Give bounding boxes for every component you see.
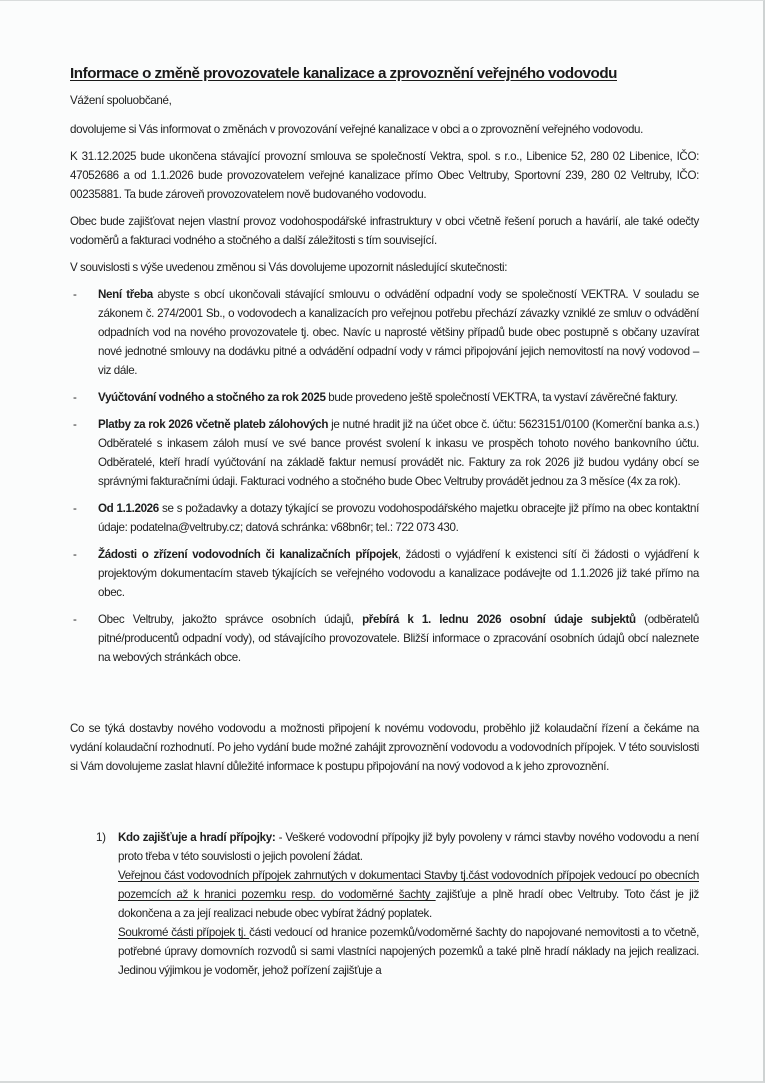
bullet-text: bude provedeno ještě společností VEKTRA, ta vystaví závěrečné faktury. <box>325 391 678 404</box>
bullet-text: je nutné hradit již na účet obce č. účtu: 5623151/0100 (Komerční banka a.s.) Odběratelé s inkasem záloh musí ve své bance provést svolení k inkasu ve prospěch tohoto nového bankovního účtu. Odběratelé, kteří hradí vyúčtování na základě faktur nemusí provádět nic. Faktury za rok 2026 již budou vydány obcí se správnými fakturačními údaji. Fakturaci vodného a stočného bude Obec Veltruby provádět jednou za 3 měsíce (4x za rok). <box>98 418 699 488</box>
bullet-dash: - <box>73 548 77 561</box>
step-underlined-text: Soukromé části přípojek tj. <box>118 926 250 939</box>
step-text: zajišťuje a plně hradí obec Veltruby. Toto část je již dokončena a za její realizaci nebude obec vybírat žádný poplatek. <box>118 888 699 920</box>
step-underlined-text: Veřejnou část vodovodních přípojek zahrnutých v dokumentaci Stavby tj.část vodovodních přípojek vedoucí po obecních pozemcích až k hranici pozemku resp. do vodoměrné šachty <box>118 869 699 901</box>
step-text: - Veškeré vodovodní přípojky již byly povoleny v rámci stavby nového vodovodu a není proto třeba v této souvislosti o jejich povolení žádat. <box>118 831 699 863</box>
step-text: části vedoucí od hranice pozemků/vodoměrné šachty do napojované nemovitosti a to včetně, potřebné úpravy domovních rozvodů si sami vlastníci napojených pozemků a také plně hradí náklady na jejich realizaci. Jedinou výjimkou je vodoměr, jehož pořízení zajišťuje a <box>118 926 699 977</box>
bullet-bold: Od 1.1.2026 <box>98 502 159 515</box>
bullet-bold: Platby za rok 2026 včetně plateb zálohových <box>98 418 329 431</box>
bullet-bold: přebírá k 1. lednu 2026 osobní údaje subjektů <box>362 613 636 626</box>
list-item <box>70 415 699 491</box>
bullet-text: se s požadavky a dotazy týkající se provozu vodohospodářského majetku obracejte již přímo na obec kontaktní údaje: podatelna@veltruby.cz; datová schránka: v68bn6r; tel.: 722 073 430. <box>98 502 699 534</box>
notice-paragraph: V souvislosti s výše uvedenou změnou si Vás dovolujeme upozornit následující skutečnosti: <box>70 261 508 274</box>
bullet-bold: Vyúčtování vodného a stočného za rok 2025 <box>98 391 326 404</box>
list-item <box>70 499 699 537</box>
document-title: Informace o změně provozovatele kanalizace a zprovoznění veřejného vodovodu <box>70 65 617 82</box>
document-content <box>70 64 699 980</box>
notice-list <box>70 285 699 667</box>
spacer <box>70 784 699 828</box>
bullet-text: , žádosti o vyjádření k existenci sítí či žádosti o vyjádření k projektovým dokumentacím staveb týkajících se veřejného vodovodu a kanalizace podávejte od 1.1.2026 již také přímo na obec. <box>98 548 700 599</box>
bullet-pre: Obec Veltruby, jakožto správce osobních údajů, <box>98 613 363 626</box>
steps-list <box>70 828 699 980</box>
step-heading: Kdo zajišťuje a hradí přípojky: <box>118 831 276 844</box>
bullet-dash: - <box>73 288 77 301</box>
step-item <box>70 828 699 980</box>
list-item <box>70 388 699 407</box>
list-item <box>70 610 699 667</box>
bullet-dash: - <box>73 391 77 404</box>
intro-paragraph: dovolujeme si Vás informovat o změnách v provozování veřejné kanalizace v obci a o zprovoznění veřejného vodovodu. <box>70 123 644 136</box>
bullet-dash: - <box>73 613 77 626</box>
spacer <box>70 675 699 719</box>
bullet-text: (odběratelů pitné/producentů odpadní vody), od stávajícího provozovatele. Bližší informace o zpracování osobních údajů obcí naleznete na webových stránkách obce. <box>98 613 699 664</box>
bullet-bold: Není třeba <box>98 288 153 301</box>
bullet-bold: Žádosti o zřízení vodovodních či kanalizačních přípojek <box>98 548 398 561</box>
bullet-text: abyste s obcí ukončovali stávající smlouvu o odvádění odpadní vody se společností VEKTRA. V souladu se zákonem č. 274/2001 Sb., o vodovodech a kanalizacích pro veřejnou potřebu přechází závazky vzniklé ze smluv o odvádění odpadních vod na nového provozovatele tj. obec. Navíc u naprosté většiny případů bude obec postupně s občany uzavírat nové jednotné smlouvy na dodávku pitné a odvádění odpadní vody v rámci připojování jejich nemovitostí na nový vodovod – viz dále. <box>98 288 700 377</box>
bullet-dash: - <box>73 502 77 515</box>
list-item <box>70 545 699 602</box>
list-item <box>70 285 699 380</box>
bullet-dash: - <box>73 418 77 431</box>
step-number: 1) <box>96 831 106 844</box>
water-main-paragraph: Co se týká dostavby nového vodovodu a možnosti připojení k novému vodovodu, proběhlo již kolaudační řízení a čekáme na vydání kolaudační rozhodnutí. Po jeho vydání bude možné zahájit zprovoznění vodovodu a vodovodních přípojek. V této souvislosti si Vám dovolujeme zaslat hlavní důležité informace k postupu připojování na nový vodovod a k jeho zprovoznění. <box>70 722 699 773</box>
greeting: Vážení spoluobčané, <box>70 94 172 107</box>
operation-paragraph: Obec bude zajišťovat nejen vlastní provoz vodohospodářské infrastruktury v obci včetně řešení poruch a havárií, ale také odečty vodoměrů a fakturaci vodného a stočného a další záležitosti s tím související. <box>70 215 699 247</box>
contract-paragraph: K 31.12.2025 bude ukončena stávající provozní smlouva se společností Vektra, spol. s r.o., Libenice 52, 280 02 Libenice, IČO: 47052686 a od 1.1.2026 bude provozovatelem veřejné kanalizace přímo Obec Veltruby, Sportovní 239, 280 02 Veltruby, IČO: 00235881. Ta bude zároveň provozovatelem nově budovaného vodovodu. <box>70 150 699 201</box>
